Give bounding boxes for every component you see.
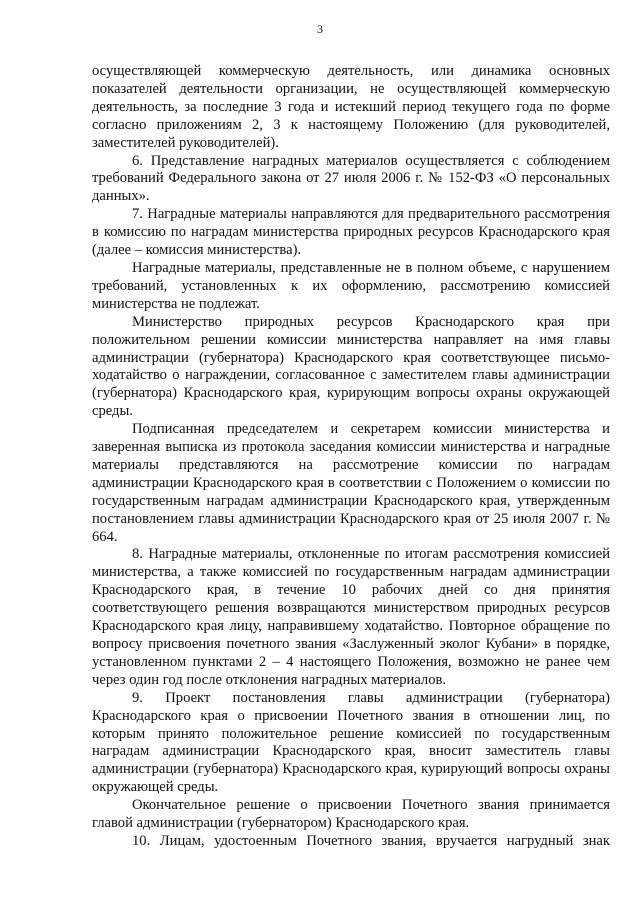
paragraph-item-6: 6. Представление наградных материалов осуществляется с соблюдением требований Федерального закона от 27 июля 2006 г. № 152-ФЗ «О персональных данных».	[92, 152, 610, 205]
paragraph-ministry-petition: Министерство природных ресурсов Краснодарского края при положительном решении комиссии министерства направляет на имя главы администрации (губернатора) Краснодарского края соответствующее письмо-ходатайство о награждении, согласованное с заместителем главы администрации (губернатора) Краснодарского края, курирующим вопросы охраны окружающей среды.	[92, 313, 610, 420]
paragraph-incomplete-materials: Наградные материалы, представленные не в полном объеме, с нарушением требований, установленных к их оформлению, рассмотрению комиссией министерства не подлежат.	[92, 259, 610, 312]
paragraph-final-decision: Окончательное решение о присвоении Почетного звания принимается главой администрации (губернатором) Краснодарского края.	[92, 797, 610, 832]
paragraph-item-7: 7. Наградные материалы направляются для предварительного рассмотрения в комиссию по наградам министерства природных ресурсов Краснодарского края (далее – комиссия министерства).	[92, 206, 610, 259]
paragraph-item-9: 9. Проект постановления главы администрации (губернатора) Краснодарского края о присвоении Почетного звания в отношении лиц, по которым принято положительное решение комиссией по государственным наградам администрации Краснодарского края, вносит заместитель главы администрации (губернатора) Краснодарского края, курирующий вопросы охраны окружающей среды.	[92, 689, 610, 796]
document-body	[92, 63, 610, 851]
paragraph-item-8: 8. Наградные материалы, отклоненные по итогам рассмотрения комиссией министерства, а также комиссией по государственным наградам администрации Краснодарского края, в течение 10 рабочих дней со дня принятия соответствующего решения возвращаются министерством природных ресурсов Краснодарского края лицу, направившему ходатайство. Повторное обращение по вопросу присвоения почетного звания «Заслуженный эколог Кубани» в порядке, установленном пунктами 2 – 4 настоящего Положения, возможно не ранее чем через один год после отклонения наградных материалов.	[92, 546, 610, 688]
paragraph-protocol-extract: Подписанная председателем и секретарем комиссии министерства и заверенная выписка из протокола заседания комиссии министерства и наградные материалы представляются на рассмотрение комиссии по наградам администрации Краснодарского края в соответствии с Положением о комиссии по государственным наградам администрации Краснодарского края, утвержденным постановлением главы администрации Краснодарского края от 25 июля 2007 г. № 664.	[92, 421, 610, 545]
paragraph-continuation: осуществляющей коммерческую деятельность, или динамика основных показателей деятельности организации, не осуществляющей коммерческую деятельность, за последние 3 года и истекший период текущего года по форме согласно приложениям 2, 3 к настоящему Положению (для руководителей, заместителей руководителей).	[92, 63, 610, 151]
paragraph-item-10: 10. Лицам, удостоенным Почетного звания, вручается нагрудный знак	[132, 832, 610, 849]
page-number: 3	[317, 22, 323, 36]
